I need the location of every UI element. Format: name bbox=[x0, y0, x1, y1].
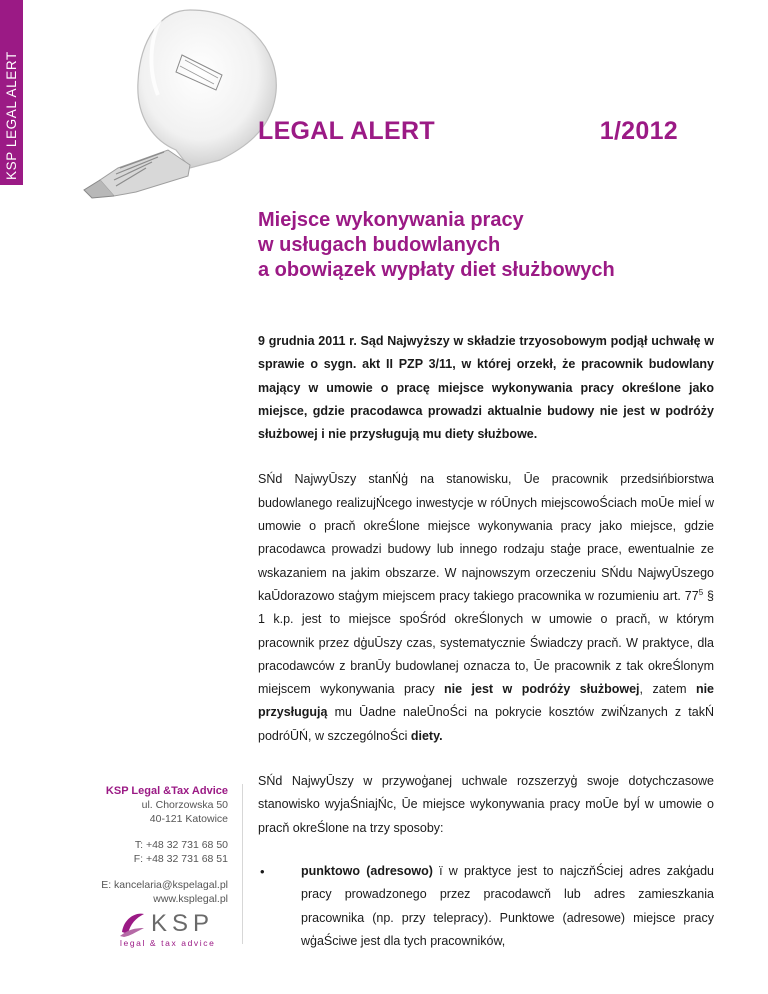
bullet-icon: • bbox=[260, 863, 265, 879]
list-item-text bbox=[301, 860, 714, 953]
article-body bbox=[258, 330, 714, 953]
ksp-logo bbox=[118, 910, 230, 952]
title-line: Miejsce wykonywania pracy bbox=[258, 209, 524, 231]
text-run: , zatem bbox=[639, 682, 696, 697]
text-run: ï w praktyce jest to najczňŚciej adres zakģadu pracy prowadzonego przez pracodawcň lub adres zamieszkania pracownika (np. przy telepracy). Punktowe (adresowe) miejsce pracy wģaŚciwe jest dla tych pracowników, bbox=[301, 863, 714, 948]
list-item-label: punktowo (adresowo) bbox=[301, 863, 433, 878]
text-run: SŃd NajwyŪszy stanŃģ na stanowisku, Ūe pracownik przedsińbiorstwa budowlanego realizujŃcego inwestycje w róŪnych miejscowoŚciach moŪe mieĺ w umowie o pracň okreŚlone miejsce wykonywania pracy jako miejsce, gdzie pracodawca prowadzi budowy lub innego rodzaju staģe prace, ewentualnie ze wskazaniem na jakim obszarze. W najnowszym orzeczeniu SŃdu NajwyŪszego kaŪdorazowo staģym miejscem pracy takiego pracownika w rozumieniu art. 77 bbox=[258, 472, 714, 603]
lead-paragraph: 9 grudnia 2011 r. Sąd Najwyższy w składzie trzyosobowym podjął uchwałę w sprawie o sygn. akt II PZP 3/11, w której orzekł, że pracownik budowlany mający w umowie o pracę miejsce wykonywania pracy określone jako miejsce, gdzie pracodawca prowadzi aktualnie budowy nie jest w podróży służbowej i nie przysługują mu diety służbowe. bbox=[258, 334, 714, 442]
city-address: 40-121 Katowice bbox=[149, 813, 228, 825]
street-address: ul. Chorzowska 50 bbox=[141, 799, 228, 811]
fax-number: F: +48 32 731 68 51 bbox=[133, 853, 228, 865]
title-line: a obowiązek wypłaty diet służbowych bbox=[258, 259, 615, 281]
text-run: mu Ūadne naleŪnoŚci na pokrycie kosztów zwiŃzanych z takŃ podróŪŃ, w szczególnoŚci bbox=[258, 705, 714, 743]
contact-block bbox=[101, 784, 228, 906]
logo-name: KSP bbox=[151, 910, 215, 937]
email-address[interactable]: E: kancelaria@kspelagal.pl bbox=[101, 879, 228, 891]
emphasis: nie przysługują bbox=[258, 682, 714, 720]
company-name: KSP Legal &Tax Advice bbox=[105, 785, 228, 797]
phone-number: T: +48 32 731 68 50 bbox=[134, 839, 228, 851]
superscript: 5 bbox=[698, 587, 704, 597]
side-label: KSP LEGAL ALERT bbox=[4, 51, 19, 180]
banner-issue-number: 1/2012 bbox=[599, 117, 678, 145]
emphasis: nie jest w podróży służbowej bbox=[444, 682, 640, 697]
logo-tagline: legal & tax advice bbox=[120, 938, 216, 948]
website-link[interactable]: www.ksplegal.pl bbox=[153, 893, 228, 905]
logo-mark-icon bbox=[118, 910, 146, 938]
text-run: § 1 k.p. jest to miejsce spoŚród okreŚlonych w umowie o pracň, w którym pracownik przez dģuŪszy czas, systematycznie Świadczy pracň. W praktyce, dla pracodawców z branŪy budowlanej oznacza to, Ūe pracownik z tak okreŚlonym miejscem wykonywania pracy bbox=[258, 588, 714, 697]
title-line: w usługach budowlanych bbox=[258, 234, 501, 256]
article-title bbox=[258, 208, 728, 283]
banner-title: LEGAL ALERT bbox=[258, 117, 435, 145]
column-divider bbox=[242, 784, 243, 944]
emphasis: diety. bbox=[410, 728, 443, 743]
paragraph bbox=[258, 468, 714, 748]
list-item bbox=[258, 860, 714, 953]
paragraph: SŃd NajwyŪszy w przywoģanej uchwale rozszerzyģ swoje dotychczasowe stanowisko wyjaŚniajŃc, Ūe miejsce wykonywania pracy moŪe byĺ w umowie o pracň okreŚlone na trzy sposoby: bbox=[258, 774, 714, 835]
light-bulb-illustration bbox=[40, 0, 290, 200]
banner bbox=[258, 117, 678, 157]
